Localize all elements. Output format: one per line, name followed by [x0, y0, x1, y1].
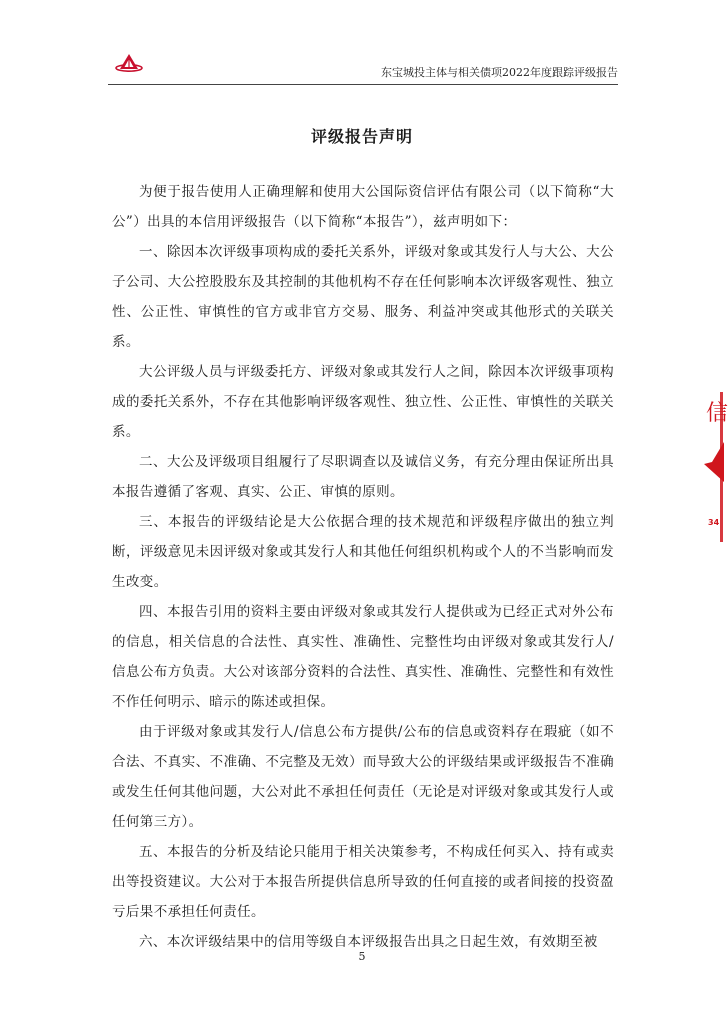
page-number: 5 — [358, 950, 366, 963]
report-header-title: 东宝城投主体与相关债项2022年度跟踪评级报告 — [381, 66, 618, 79]
seal-code: 34 — [708, 518, 720, 527]
paragraph: 六、本次评级结果中的信用等级自本评级报告出具之日起生效，有效期至被 — [139, 934, 598, 950]
page-title: 评级报告声明 — [310, 127, 413, 146]
paragraph: 三、本报告的评级结论是大公依据合理的技术规范和评级程序做出的独立判断，评级意见未因评级对象或其发行人和其他任何组织机构或个人的不当影响而发生改变。 — [112, 514, 614, 590]
seal-glyph: 信 — [706, 401, 728, 426]
paragraph: 四、本报告引用的资料主要由评级对象或其发行人提供或为已经正式对外公布的信息，相关信息的合法性、真实性、准确性、完整性均由评级对象或其发行人/信息公布方负责。大公对该部分资料的合法性、真实性、准确性、完整性和有效性不作任何明示、暗示的陈述或担保。 — [112, 604, 614, 710]
paragraph: 一、除因本次评级事项构成的委托关系外，评级对象或其发行人与大公、大公子公司、大公控股股东及其控制的其他机构不存在任何影响本次评级客观性、独立性、公正性、审慎性的官方或非官方交易、服务、利益冲突或其他形式的关联关系。 — [112, 244, 614, 350]
paragraph: 大公评级人员与评级委托方、评级对象或其发行人之间，除因本次评级事项构成的委托关系外，不存在其他影响评级客观性、独立性、公正性、审慎性的关联关系。 — [112, 364, 614, 440]
statement-body — [112, 177, 614, 957]
paragraph: 二、大公及评级项目组履行了尽职调查以及诚信义务，有充分理由保证所出具本报告遵循了客观、真实、公正、审慎的原则。 — [112, 454, 614, 500]
paragraph: 为便于报告使用人正确理解和使用大公国际资信评估有限公司（以下简称“大公”）出具的本信用评级报告（以下简称“本报告”），兹声明如下： — [112, 184, 614, 230]
paragraph: 五、本报告的分析及结论只能用于相关决策参考，不构成任何买入、持有或卖出等投资建议。大公对于本报告所提供信息所导致的任何直接的或者间接的投资盈亏后果不承担任何责任。 — [112, 844, 614, 920]
dagong-logo-icon — [114, 52, 144, 76]
paragraph: 由于评级对象或其发行人/信息公布方提供/公布的信息或资料存在瑕疵（如不合法、不真实、不准确、不完整及无效）而导致大公的评级结果或评级报告不准确或发生任何其他问题，大公对此不承担任何责任（无论是对评级对象或其发行人或任何第三方）。 — [112, 724, 614, 830]
header-divider — [108, 84, 618, 85]
star-icon — [700, 442, 724, 482]
red-seal-icon — [700, 392, 728, 542]
